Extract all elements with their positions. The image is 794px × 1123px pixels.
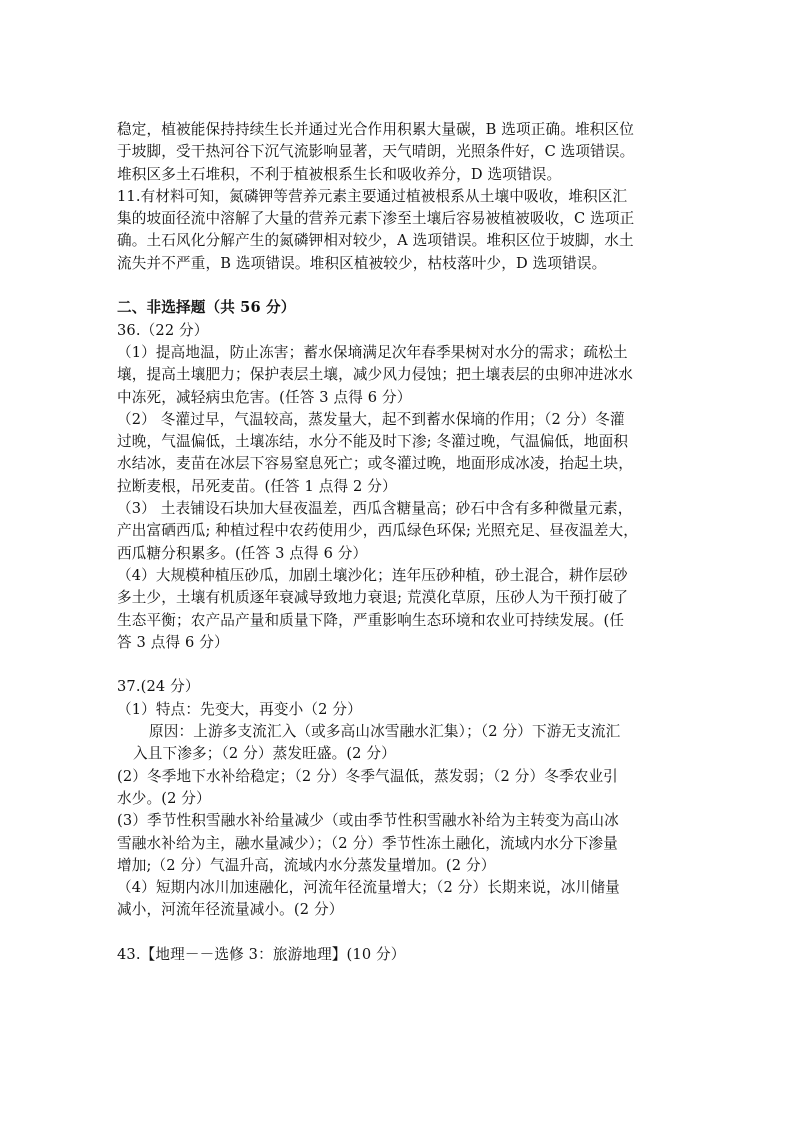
blank-line xyxy=(117,275,687,297)
text-line: 答 3 点得 6 分） xyxy=(117,633,229,651)
text-line: 西瓜糖分积累多。(任答 3 点得 6 分） xyxy=(117,544,368,562)
text-line: （3） 土表铺设石块加大昼夜温差，西瓜含糖量高；砂石中含有多种微量元素， xyxy=(117,500,633,518)
blank-line xyxy=(117,922,687,944)
text-line: 增加;（2 分）气温升高，流域内水分蒸发量增加。(2 分） xyxy=(117,856,496,874)
text-line: 36.（22 分） xyxy=(117,321,209,339)
document-page xyxy=(117,119,687,966)
text-line: 确。土石风化分解产生的氮磷钾相对较少，A 选项错误。堆积区位于坡脚，水土 xyxy=(117,232,634,250)
text-line: 壤，提高土壤肥力；保护表层土壤，减少风力侵蚀；把土壤表层的虫卵冲进冰水 xyxy=(117,366,634,384)
text-line: 过晚，气温偏低，土壤冻结，水分不能及时下渗; 冬灌过晚，气温偏低，地面积 xyxy=(117,433,629,451)
text-line: 雪融水补给为主，融水量减少）；（2 分）季节性冻土融化，流域内水分下渗量 xyxy=(117,834,618,852)
text-line: （4）大规模种植压砂瓜，加剧土壤沙化；连年压砂种植，砂土混合，耕作层砂 xyxy=(117,566,628,584)
text-line: 11.有材料可知，氮磷钾等营养元素主要通过植被根系从土壤中吸收，堆积区汇 xyxy=(117,187,628,205)
text-line: 入且下渗多；（2 分）蒸发旺盛。(2 分） xyxy=(133,745,396,763)
section-heading: 二、非选择题（共 56 分） xyxy=(117,299,296,317)
text-line: 集的坡面径流中溶解了大量的营养元素下渗至土壤后容易被植被吸收，C 选项正 xyxy=(117,210,635,228)
text-line: （4）短期内冰川加速融化，河流年径流量增大；（2 分）长期来说，冰川储量 xyxy=(117,879,620,897)
text-line: 水少。(2 分） xyxy=(117,789,211,807)
text-line: 拉断麦根，吊死麦苗。(任答 1 点得 2 分） xyxy=(117,477,397,495)
text-line: 稳定，植被能保持持续生长并通过光合作用积累大量碳，B 选项正确。堆积区位 xyxy=(117,121,634,138)
text-line: (3）季节性积雪融水补给量减少（或由季节性积雪融水补给为主转变为高山冰 xyxy=(117,812,619,830)
text-line: 37.(24 分） xyxy=(117,678,200,696)
text-line: （2） 冬灌过早，气温较高，蒸发量大，起不到蓄水保墒的作用；（2 分）冬灌 xyxy=(117,410,625,428)
text-line: 减小，河流年径流量减小。(2 分） xyxy=(117,901,344,919)
text-line: (2）冬季地下水补给稳定；（2 分）冬季气温低，蒸发弱；（2 分）冬季农业引 xyxy=(117,767,618,785)
text-line: 水结冰，麦苗在冰层下容易窒息死亡；或冬灌过晚，地面形成冰凌，抬起土块， xyxy=(117,455,634,473)
text-line: 43.【地理－－选修 3：旅游地理】(10 分） xyxy=(117,945,406,963)
text-line: 多土少，土壤有机质逐年衰减导致地力衰退; 荒漠化草原，压砂人为干预打破了 xyxy=(117,589,629,607)
text-line: （1）特点：先变大，再变小（2 分） xyxy=(117,700,362,718)
text-line: 堆积区多土石堆积，不利于植被根系生长和吸收养分，D 选项错误。 xyxy=(117,165,562,183)
text-line: 流失并不严重，B 选项错误。堆积区植被较少，枯枝落叶少，D 选项错误。 xyxy=(117,254,607,272)
text-line: 中冻死，减轻病虫危害。(任答 3 点得 6 分） xyxy=(117,388,412,406)
text-line: （1）提高地温，防止冻害；蓄水保墒满足次年春季果树对水分的需求；疏松土 xyxy=(117,343,628,361)
text-line: 产出富硒西瓜; 种植过程中农药使用少，西瓜绿色环保; 光照充足、昼夜温差大， xyxy=(117,522,639,540)
blank-line xyxy=(117,654,687,676)
text-line: 原因：上游多支流汇入（或多高山冰雪融水汇集）；（2 分）下游无支流汇 xyxy=(149,723,621,741)
text-line: 于坡脚，受干热河谷下沉气流影响显著，天气晴朗，光照条件好，C 选项错误。 xyxy=(117,143,635,161)
text-line: 生态平衡；农产品产量和质量下降，严重影响生态环境和农业可持续发展。(任 xyxy=(117,611,625,629)
